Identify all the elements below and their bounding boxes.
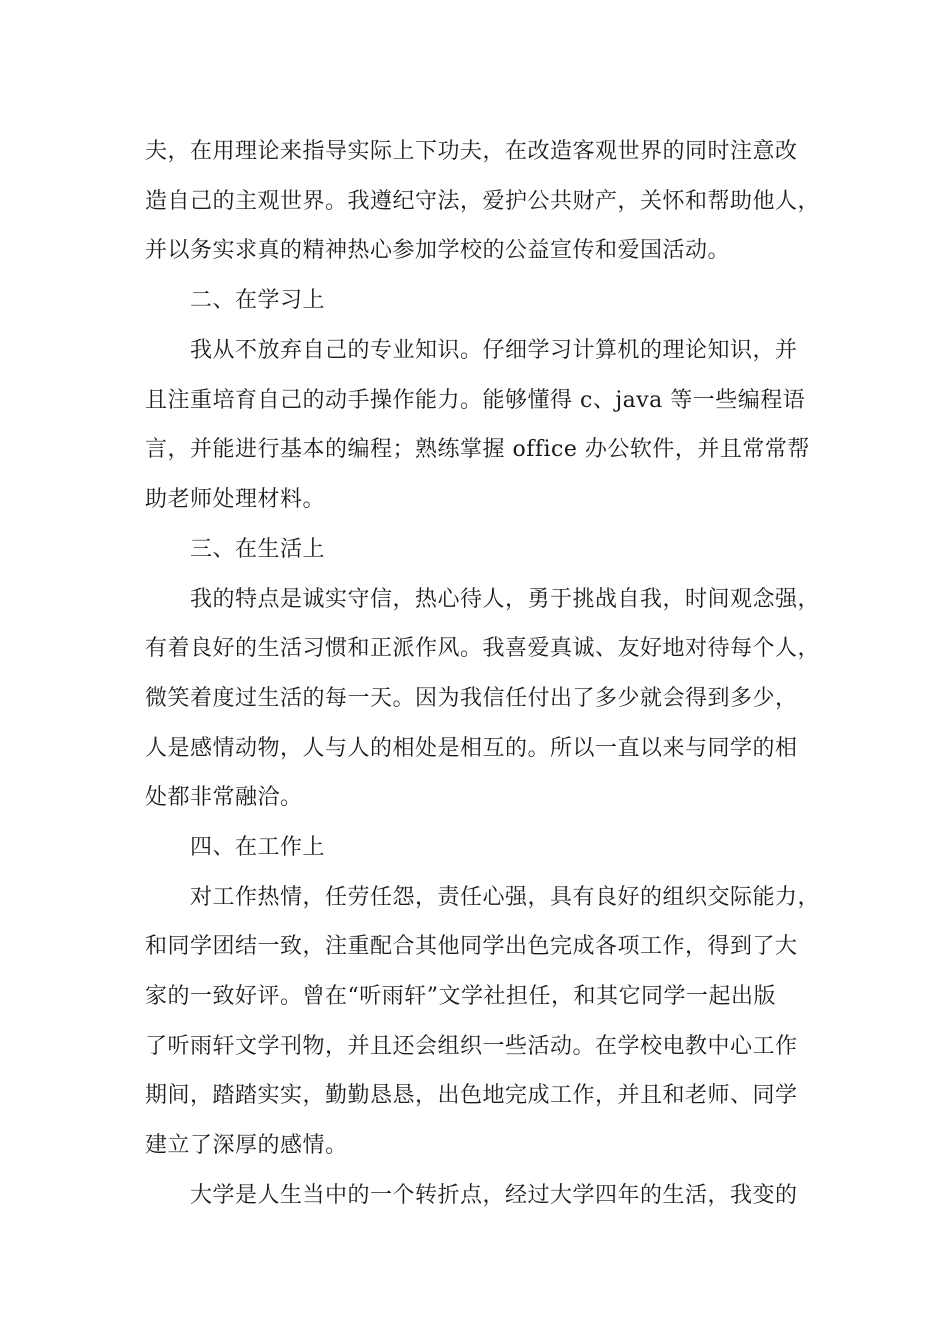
- body-text-line: 助老师处理材料。: [145, 487, 326, 512]
- body-text-line: 建立了深厚的感情。: [145, 1133, 348, 1158]
- body-text-line: 言，并能进行基本的编程；熟练掌握 office 办公软件，并且常常帮: [145, 437, 810, 462]
- body-text-line: 了听雨轩文学刊物，并且还会组织一些活动。在学校电教中心工作: [145, 1034, 798, 1059]
- body-text-line: 且注重培育自己的动手操作能力。能够懂得 c、java 等一些编程语: [145, 388, 806, 413]
- section-heading-study: 二、在学习上: [190, 288, 326, 313]
- body-text-line: 造自己的主观世界。我遵纪守法，爱护公共财产，关怀和帮助他人，: [145, 189, 821, 214]
- body-text-line: 人是感情动物，人与人的相处是相互的。所以一直以来与同学的相: [145, 736, 798, 761]
- body-text-line: 微笑着度过生活的每一天。因为我信任付出了多少就会得到多少，: [145, 686, 798, 711]
- body-text-line: 我从不放弃自己的专业知识。仔细学习计算机的理论知识，并: [190, 338, 798, 363]
- body-text-line: 对工作热情，任劳任怨，责任心强，具有良好的组织交际能力，: [190, 885, 821, 910]
- body-text-line: 大学是人生当中的一个转折点，经过大学四年的生活，我变的: [190, 1183, 798, 1208]
- body-text-line: 我的特点是诚实守信，热心待人，勇于挑战自我，时间观念强，: [190, 587, 821, 612]
- body-text-line: 和同学团结一致，注重配合其他同学出色完成各项工作，得到了大: [145, 934, 798, 959]
- body-text-line: 家的一致好评。曾在“听雨轩”文学社担任，和其它同学一起出版: [145, 984, 776, 1009]
- body-text-line: 夫，在用理论来指导实际上下功夫，在改造客观世界的同时注意改: [145, 139, 798, 164]
- section-heading-work: 四、在工作上: [190, 835, 326, 860]
- body-text-line: 期间，踏踏实实，勤勤恳恳，出色地完成工作，并且和老师、同学: [145, 1083, 798, 1108]
- section-heading-life: 三、在生活上: [190, 537, 326, 562]
- body-text-line: 并以务实求真的精神热心参加学校的公益宣传和爱国活动。: [145, 238, 731, 263]
- body-text-line: 处都非常融洽。: [145, 785, 303, 810]
- body-text-line: 有着良好的生活习惯和正派作风。我喜爱真诚、友好地对待每个人，: [145, 636, 821, 661]
